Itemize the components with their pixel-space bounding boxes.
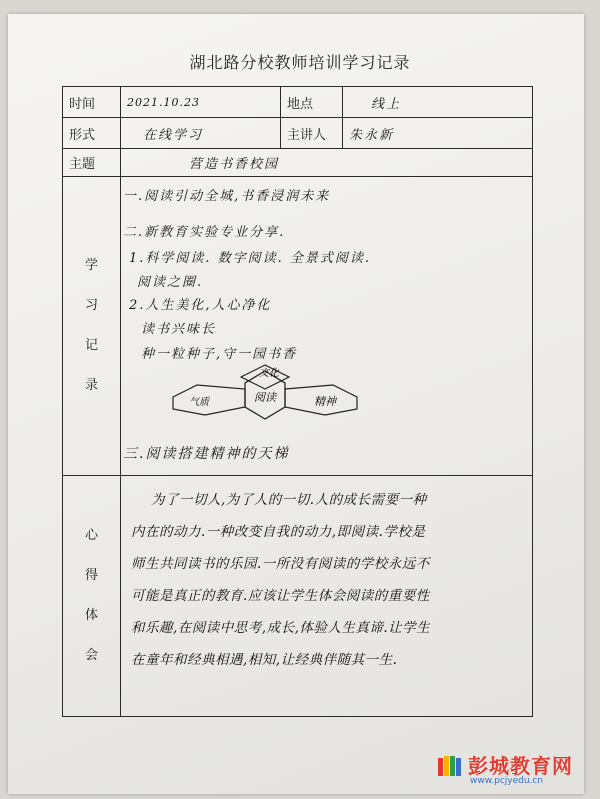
reflection-line-6: 在童年和经典相遇,相知,让经典伴随其一生. xyxy=(131,652,398,668)
speaker-value: 朱永新 xyxy=(343,118,533,149)
brand-name: 彭城教育网 xyxy=(468,754,573,778)
time-label: 时间 xyxy=(63,87,121,118)
reflection-line-1: 为了一切人,为了人的一切.人的成长需要一种 xyxy=(151,492,427,508)
study-record-label: 学 习 记 录 xyxy=(63,177,121,476)
time-value: 2021.10.23 xyxy=(121,87,281,118)
study-line-5: 2.人生美化,人心净化 xyxy=(129,298,272,313)
reflection-line-3: 师生共同读书的乐园.一所没有阅读的学校永远不 xyxy=(131,556,430,572)
site-watermark xyxy=(436,748,586,792)
topic-label: 主题 xyxy=(63,149,121,177)
diagram-left-shape xyxy=(173,385,245,415)
brand-url: www.pcjyedu.cn xyxy=(470,776,544,786)
diagram-center-text: 阅读 xyxy=(254,391,276,404)
place-value: 线上 xyxy=(343,87,533,118)
row-topic xyxy=(63,149,533,177)
speaker-label: 主讲人 xyxy=(281,118,343,149)
place-label: 地点 xyxy=(281,87,343,118)
reading-circle-diagram xyxy=(165,363,365,433)
row-study-record xyxy=(63,177,533,476)
diagram-right-text: 精神 xyxy=(314,395,336,408)
reflection-line-2: 内在的动力.一种改变自我的动力,即阅读.学校是 xyxy=(131,524,426,540)
study-line-4: 阅读之圈. xyxy=(137,275,204,290)
row-form xyxy=(63,118,533,149)
study-line-2: 二.新教育实验专业分享. xyxy=(123,225,286,240)
diagram-top-text: 文化 xyxy=(259,368,279,379)
study-line-8: 三.阅读搭建精神的天梯 xyxy=(123,446,290,462)
study-record-content xyxy=(121,177,533,476)
study-line-7: 种一粒种子,守一园书香 xyxy=(141,347,298,362)
topic-value: 营造书香校园 xyxy=(121,149,533,177)
study-line-3: 1.科学阅读. 数字阅读. 全景式阅读. xyxy=(129,251,372,266)
row-reflection xyxy=(63,476,533,717)
form-label: 形式 xyxy=(63,118,121,149)
diagram-left-text: 气质 xyxy=(189,397,209,408)
reflection-line-5: 和乐趣,在阅读中思考,成长,体验人生真谛.让学生 xyxy=(131,620,431,636)
row-time xyxy=(63,87,533,118)
study-line-1: 一.阅读引动全城,书香浸润未来 xyxy=(123,189,331,204)
reflection-content xyxy=(121,476,533,717)
record-table xyxy=(62,86,533,717)
study-line-6: 读书兴味长 xyxy=(141,322,217,337)
reflection-label: 心 得 体 会 xyxy=(63,476,121,717)
form-value: 在线学习 xyxy=(121,118,281,149)
book-logo-icon xyxy=(436,752,464,780)
document-title: 湖北路分校教师培训学习记录 xyxy=(189,53,411,72)
reflection-line-4: 可能是真正的教育.应该让学生体会阅读的重要性 xyxy=(131,588,430,604)
